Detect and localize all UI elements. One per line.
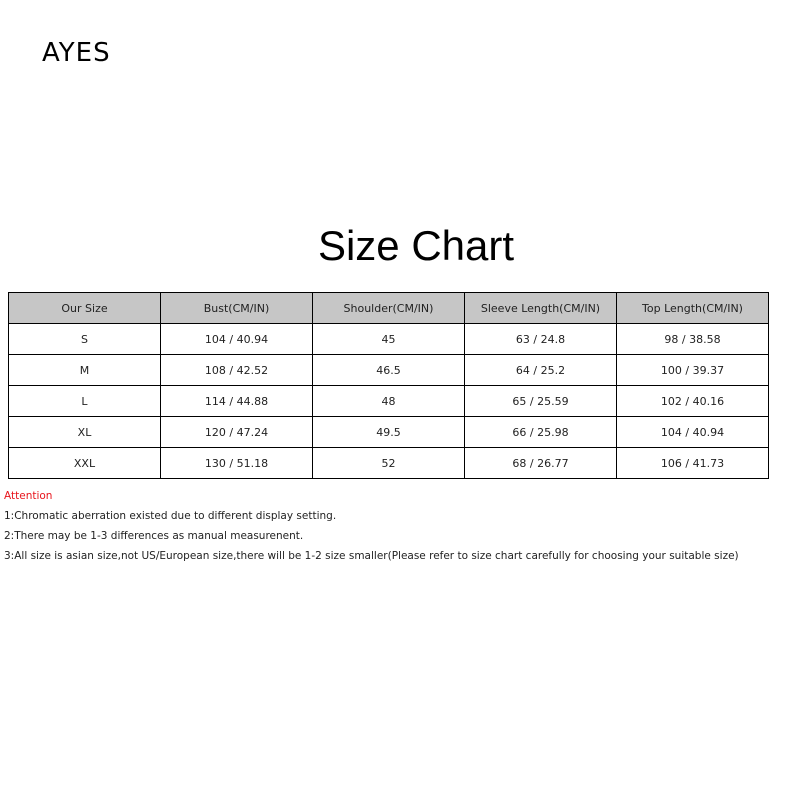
column-header-bust: Bust(CM/IN) [161,293,313,324]
cell-shoulder: 45 [313,324,465,355]
table-row [9,324,769,355]
column-header-size: Our Size [9,293,161,324]
cell-sleeve-length: 65 / 25.59 [465,386,617,417]
cell-sleeve-length: 66 / 25.98 [465,417,617,448]
cell-bust: 108 / 42.52 [161,355,313,386]
cell-top-length: 98 / 38.58 [617,324,769,355]
table-row [9,417,769,448]
cell-sleeve-length: 64 / 25.2 [465,355,617,386]
column-header-sleeve-length: Sleeve Length(CM/IN) [465,293,617,324]
cell-size: S [9,324,161,355]
column-header-shoulder: Shoulder(CM/IN) [313,293,465,324]
cell-bust: 114 / 44.88 [161,386,313,417]
table-header-row [9,293,769,324]
cell-bust: 130 / 51.18 [161,448,313,479]
brand-logo: AYES [42,38,111,68]
cell-sleeve-length: 63 / 24.8 [465,324,617,355]
cell-bust: 104 / 40.94 [161,324,313,355]
cell-shoulder: 52 [313,448,465,479]
cell-size: M [9,355,161,386]
table-row [9,386,769,417]
cell-top-length: 106 / 41.73 [617,448,769,479]
notes-section [4,488,796,568]
note-line: 1:Chromatic aberration existed due to different display setting. [4,510,337,522]
cell-top-length: 104 / 40.94 [617,417,769,448]
cell-bust: 120 / 47.24 [161,417,313,448]
note-line: 3:All size is asian size,not US/European size,there will be 1-2 size smaller(Please refer to size chart carefully for choosing your suitable size) [4,550,739,562]
cell-size: XL [9,417,161,448]
column-header-top-length: Top Length(CM/IN) [617,293,769,324]
cell-sleeve-length: 68 / 26.77 [465,448,617,479]
size-table [8,292,769,479]
notes-heading: Attention [4,490,53,502]
cell-shoulder: 49.5 [313,417,465,448]
cell-top-length: 102 / 40.16 [617,386,769,417]
cell-shoulder: 46.5 [313,355,465,386]
table-row [9,355,769,386]
cell-top-length: 100 / 39.37 [617,355,769,386]
cell-size: XXL [9,448,161,479]
table-row [9,448,769,479]
cell-size: L [9,386,161,417]
page-title: Size Chart [317,222,515,269]
cell-shoulder: 48 [313,386,465,417]
note-line: 2:There may be 1-3 differences as manual measurenent. [4,530,304,542]
